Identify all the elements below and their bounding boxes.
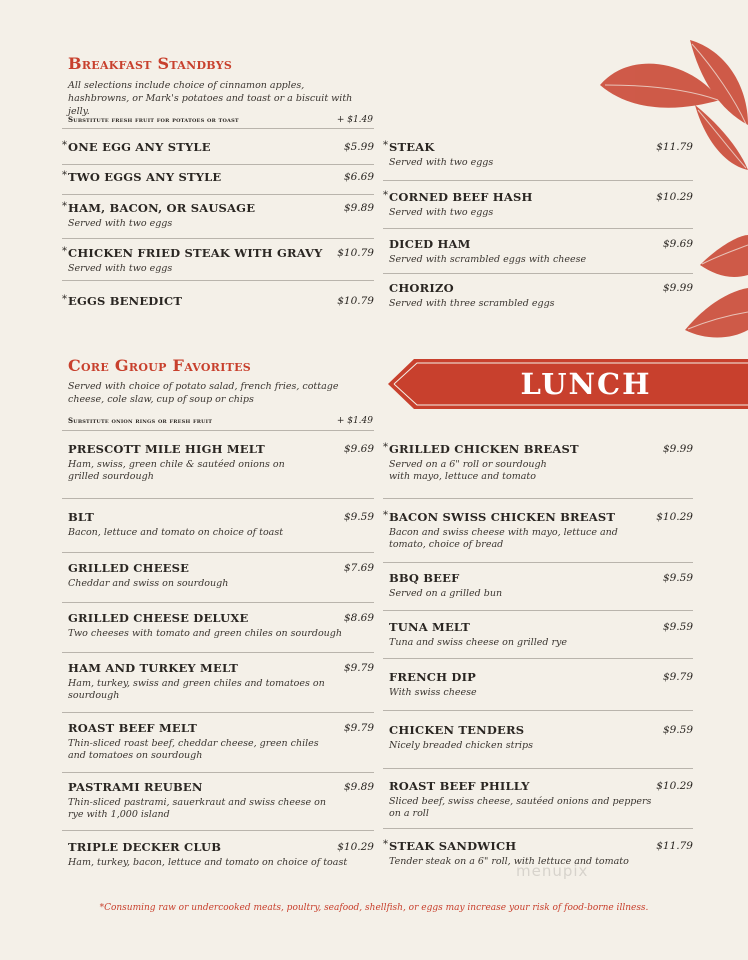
lunch-banner <box>388 359 748 409</box>
item-price: $10.79 <box>337 295 374 307</box>
item-price: $9.79 <box>343 662 374 674</box>
section-title-breakfast: Breakfast Standbys <box>68 54 233 73</box>
item-name: BACON SWISS CHICKEN BREAST <box>389 510 616 524</box>
item-name: PRESCOTT MILE HIGH MELT <box>68 442 265 456</box>
raw-warning-star: * <box>62 294 67 305</box>
item-description: Bacon and swiss cheese with mayo, lettuce and tomato, choice of bread <box>389 527 618 550</box>
item-price: $9.79 <box>662 671 693 683</box>
item-description: Served with scrambled eggs with cheese <box>389 254 587 265</box>
item-price: $5.99 <box>343 141 374 153</box>
substitute-label-core: Substitute onion rings or fresh fruit <box>68 416 213 425</box>
food-safety-disclaimer: *Consuming raw or undercooked meats, poultry, seafood, shellfish, or eggs may increase your risk of food-borne illness. <box>99 903 649 913</box>
item-price: $8.69 <box>343 612 374 624</box>
lunch-banner-label: LUNCH <box>520 367 652 401</box>
item-price: $9.99 <box>662 443 693 455</box>
raw-warning-star: * <box>62 246 67 257</box>
section-title-core: Core Group Favorites <box>68 356 252 375</box>
item-price: $6.69 <box>343 171 374 183</box>
item-description: Bacon, lettuce and tomato on choice of toast <box>68 527 284 538</box>
item-name: TUNA MELT <box>389 620 471 634</box>
item-price: $9.69 <box>662 238 693 250</box>
item-description: With swiss cheese <box>389 687 477 698</box>
item-price: $10.29 <box>337 841 374 853</box>
item-price: $9.89 <box>343 781 374 793</box>
item-name: GRILLED CHEESE <box>68 561 190 575</box>
item-name: EGGS BENEDICT <box>68 294 183 308</box>
item-price: $9.59 <box>662 724 693 736</box>
item-name: PASTRAMI REUBEN <box>68 780 203 794</box>
item-description: Served with two eggs <box>389 157 494 168</box>
raw-warning-star: * <box>383 510 388 521</box>
item-name: CORNED BEEF HASH <box>389 190 533 204</box>
item-description: Ham, turkey, bacon, lettuce and tomato on choice of toast <box>68 857 348 868</box>
item-price: $7.69 <box>343 562 374 574</box>
item-description: Served with two eggs <box>68 263 173 274</box>
item-name: TRIPLE DECKER CLUB <box>68 840 222 854</box>
item-name: CHORIZO <box>389 281 454 295</box>
item-name: CHICKEN FRIED STEAK WITH GRAVY <box>68 246 323 260</box>
item-price: $10.29 <box>656 511 693 523</box>
item-name: HAM, BACON, OR SAUSAGE <box>68 201 256 215</box>
item-name: GRILLED CHEESE DELUXE <box>68 611 249 625</box>
item-description: Served with two eggs <box>389 207 494 218</box>
item-price: $9.79 <box>343 722 374 734</box>
item-name: ROAST BEEF MELT <box>68 721 197 735</box>
item-name: BLT <box>68 510 95 524</box>
item-name: STEAK SANDWICH <box>389 839 517 853</box>
raw-warning-star: * <box>62 201 67 212</box>
raw-warning-star: * <box>62 170 67 181</box>
item-name: STEAK <box>389 140 435 154</box>
item-name: GRILLED CHICKEN BREAST <box>389 442 579 456</box>
item-name: TWO EGGS ANY STYLE <box>68 170 222 184</box>
raw-warning-star: * <box>383 442 388 453</box>
raw-warning-star: * <box>62 140 67 151</box>
substitute-price-breakfast: + $1.49 <box>336 115 373 125</box>
item-name: ONE EGG ANY STYLE <box>68 140 211 154</box>
item-description: Tuna and swiss cheese on grilled rye <box>389 637 568 648</box>
item-description: Cheddar and swiss on sourdough <box>68 578 229 589</box>
item-description: Thin-sliced roast beef, cheddar cheese, green chiles and tomatoes on sourdough <box>68 738 319 761</box>
item-price: $10.29 <box>656 191 693 203</box>
item-name: DICED HAM <box>389 237 471 251</box>
watermark-logo: menupix <box>516 862 589 880</box>
item-name: FRENCH DIP <box>389 670 477 684</box>
item-description: Served with three scrambled eggs <box>389 298 555 309</box>
item-description: Tender steak on a 6" roll, with lettuce and tomato <box>389 856 629 867</box>
item-description: Sliced beef, swiss cheese, sautéed onions and peppers on a roll <box>389 796 652 819</box>
item-description: Thin-sliced pastrami, sauerkraut and swiss cheese on rye with 1,000 island <box>68 797 327 820</box>
item-price: $9.99 <box>662 282 693 294</box>
item-price: $11.79 <box>656 141 693 153</box>
item-description: Nicely breaded chicken strips <box>389 740 533 751</box>
item-name: CHICKEN TENDERS <box>389 723 525 737</box>
item-price: $11.79 <box>656 840 693 852</box>
item-price: $9.69 <box>343 443 374 455</box>
item-description: Two cheeses with tomato and green chiles on sourdough <box>68 628 342 639</box>
item-price: $10.29 <box>656 780 693 792</box>
item-name: BBQ BEEF <box>389 571 460 585</box>
item-price: $10.79 <box>337 247 374 259</box>
item-price: $9.59 <box>343 511 374 523</box>
section-description-breakfast: All selections include choice of cinnamon apples, hashbrowns, or Mark's potatoes and toast or a biscuit with jelly. <box>68 80 353 117</box>
item-description: Served with two eggs <box>68 218 173 229</box>
item-price: $9.89 <box>343 202 374 214</box>
item-description: Served on a grilled bun <box>389 588 503 599</box>
item-description: Served on a 6" roll or sourdough with mayo, lettuce and tomato <box>389 459 547 482</box>
item-price: $9.59 <box>662 572 693 584</box>
raw-warning-star: * <box>383 140 388 151</box>
item-description: Ham, swiss, green chile & sautéed onions on grilled sourdough <box>68 459 285 482</box>
section-description-core: Served with choice of potato salad, french fries, cottage cheese, cole slaw, cup of soup or chips <box>68 381 339 405</box>
substitute-label-breakfast: Substitute fresh fruit for potatoes or toast <box>68 115 239 124</box>
item-price: $9.59 <box>662 621 693 633</box>
raw-warning-star: * <box>383 839 388 850</box>
substitute-price-core: + $1.49 <box>336 416 373 426</box>
item-name: HAM AND TURKEY MELT <box>68 661 239 675</box>
item-name: ROAST BEEF PHILLY <box>389 779 530 793</box>
raw-warning-star: * <box>383 190 388 201</box>
item-description: Ham, turkey, swiss and green chiles and tomatoes on sourdough <box>68 678 325 701</box>
